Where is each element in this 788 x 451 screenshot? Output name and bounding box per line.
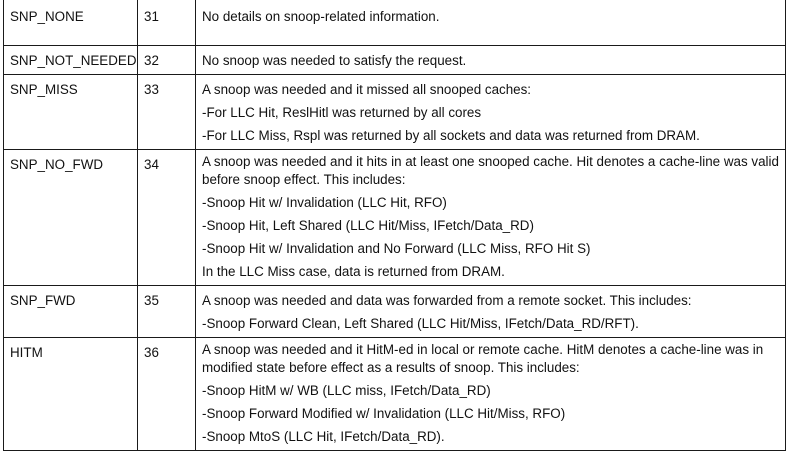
bit-position-cell: 36	[138, 338, 196, 451]
description-line: -Snoop HitM w/ WB (LLC miss, IFetch/Data_RD)	[202, 383, 491, 398]
event-name-cell: SNP_NOT_NEEDED	[4, 46, 138, 75]
event-name-cell: HITM	[4, 338, 138, 451]
description-line: -Snoop Forward Clean, Left Shared (LLC Hit/Miss, IFetch/Data_RD/RFT).	[202, 316, 639, 331]
description-line: -Snoop MtoS (LLC Hit, IFetch/Data_RD).	[202, 429, 445, 444]
event-name-cell: SNP_NO_FWD	[4, 150, 138, 286]
table-row	[4, 46, 786, 75]
description-line: A snoop was needed and it HitM-ed in local or remote cache. HitM denotes a cache-line was in modified state before effect as a results of snoop. This includes:	[202, 342, 764, 375]
description-line: -Snoop Forward Modified w/ Invalidation (LLC Hit/Miss, RFO)	[202, 406, 566, 421]
table-body	[4, 0, 786, 451]
description-line: No details on snoop-related information.	[202, 9, 440, 24]
table-row	[4, 338, 786, 451]
description-line: No snoop was needed to satisfy the request.	[202, 53, 467, 68]
description-cell	[196, 75, 786, 150]
description-line: In the LLC Miss case, data is returned from DRAM.	[202, 264, 505, 279]
bit-position-cell: 31	[138, 0, 196, 46]
table-row	[4, 286, 786, 338]
bit-position-cell: 34	[138, 150, 196, 286]
table-row	[4, 150, 786, 286]
event-name-cell: SNP_FWD	[4, 286, 138, 338]
description-line: -Snoop Hit w/ Invalidation and No Forward (LLC Miss, RFO Hit S)	[202, 241, 591, 256]
description-line: -Snoop Hit w/ Invalidation (LLC Hit, RFO)	[202, 195, 447, 210]
description-line: A snoop was needed and it missed all snooped caches:	[202, 82, 532, 97]
table-row	[4, 75, 786, 150]
description-line: -For LLC Hit, ReslHitl was returned by all cores	[202, 105, 482, 120]
description-cell	[196, 0, 786, 46]
event-name-cell: SNP_NONE	[4, 0, 138, 46]
event-name-cell: SNP_MISS	[4, 75, 138, 150]
bit-position-cell: 35	[138, 286, 196, 338]
bit-position-cell: 33	[138, 75, 196, 150]
description-line: A snoop was needed and it hits in at least one snooped cache. Hit denotes a cache-line was valid before snoop effect. This includes:	[202, 154, 779, 187]
table-row	[4, 0, 786, 46]
description-cell	[196, 286, 786, 338]
description-line: -For LLC Miss, Rspl was returned by all sockets and data was returned from DRAM.	[202, 128, 700, 143]
description-cell	[196, 150, 786, 286]
description-line: -Snoop Hit, Left Shared (LLC Hit/Miss, IFetch/Data_RD)	[202, 218, 534, 233]
description-cell	[196, 46, 786, 75]
bit-position-cell: 32	[138, 46, 196, 75]
description-line: A snoop was needed and data was forwarded from a remote socket. This includes:	[202, 293, 692, 308]
description-cell	[196, 338, 786, 451]
snoop-info-table	[3, 0, 786, 451]
